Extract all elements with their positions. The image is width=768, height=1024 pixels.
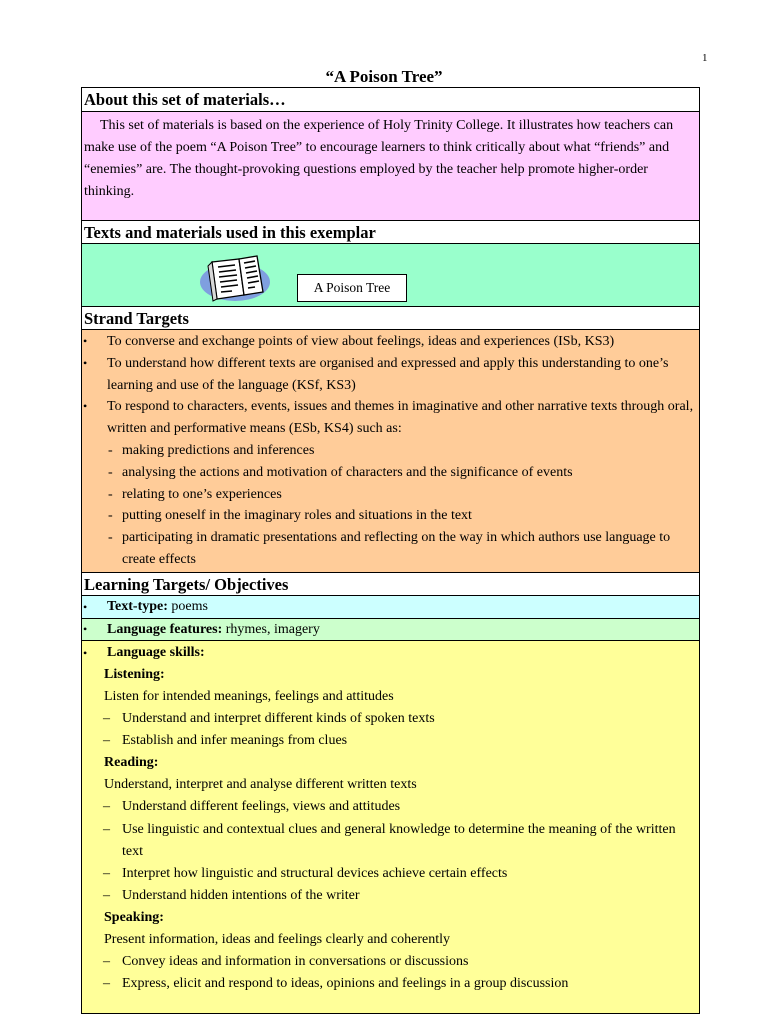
strand-sub-item: - making predictions and inferences (82, 440, 695, 462)
strand-sub-item: - analysing the actions and motivation of characters and the significance of events (82, 462, 695, 484)
reading-item: – Understand hidden intentions of the writer (82, 885, 695, 907)
strand-sub-item: - participating in dramatic presentations and reflecting on the way in which authors use language to create effects (82, 527, 695, 571)
materials-heading: Texts and materials used in this exemplar (82, 220, 699, 243)
strand-bullet: • To understand how different texts are organised and expressed and apply this understanding to one’s learning and use of the language (KSf, KS3) (82, 353, 695, 397)
skills-section (82, 640, 699, 1013)
listening-item: – Understand and interpret different kinds of spoken texts (82, 708, 695, 730)
features-row (82, 618, 699, 640)
strand-bullet: • To respond to characters, events, issues and themes in imaginative and other narrative texts through oral, written and performative means (ESb, KS4) such as: (82, 396, 695, 440)
listening-label: Listening: (104, 666, 165, 682)
about-section (82, 111, 699, 220)
strand-heading: Strand Targets (82, 306, 699, 329)
features-label: Language features: (107, 621, 223, 637)
strand-bullet: • To converse and exchange points of view about feelings, ideas and experiences (ISb, KS3) (82, 331, 695, 353)
reading-item: – Interpret how linguistic and structural devices achieve certain effects (82, 863, 695, 885)
speaking-item: – Convey ideas and information in conversations or discussions (82, 951, 695, 973)
reading-item: – Understand different feelings, views and attitudes (82, 796, 695, 818)
skills-label: Language skills: (107, 644, 205, 660)
text-type-value: poems (167, 598, 208, 614)
reading-label: Reading: (104, 755, 159, 771)
speaking-intro: Present information, ideas and feelings clearly and coherently (104, 931, 450, 947)
text-title-box: A Poison Tree (297, 274, 407, 302)
listening-intro: Listen for intended meanings, feelings and attitudes (104, 688, 394, 704)
skills-label-line (82, 642, 695, 664)
page-number: 1 (702, 52, 708, 64)
speaking-item: – Express, elicit and respond to ideas, opinions and feelings in a group discussion (82, 973, 695, 995)
strand-sub-item: - relating to one’s experiences (82, 484, 695, 506)
book-icon (199, 253, 273, 303)
materials-table (81, 87, 700, 1014)
text-type-row (82, 595, 699, 618)
about-text: This set of materials is based on the experience of Holy Trinity College. It illustrates how teachers can make use of the poem “A Poison Tree” to encourage learners to think critically about what “friends” and “enemies” are. The thought-provoking questions employed by the teacher help promote higher-order thinking. (84, 118, 674, 199)
about-heading: About this set of materials… (84, 90, 286, 109)
materials-section (82, 243, 699, 306)
reading-intro: Understand, interpret and analyse different written texts (104, 777, 417, 793)
strand-section (82, 329, 699, 572)
document-title: “A Poison Tree” (325, 67, 443, 86)
speaking-label: Speaking: (104, 909, 164, 925)
strand-sub-item: - putting oneself in the imaginary roles and situations in the text (82, 505, 695, 527)
reading-item: – Use linguistic and contextual clues and general knowledge to determine the meaning of the written text (82, 819, 695, 863)
text-type-label: Text-type: (107, 598, 168, 614)
listening-item: – Establish and infer meanings from clues (82, 730, 695, 752)
features-value: rhymes, imagery (222, 621, 320, 637)
learning-heading: Learning Targets/ Objectives (82, 572, 699, 595)
